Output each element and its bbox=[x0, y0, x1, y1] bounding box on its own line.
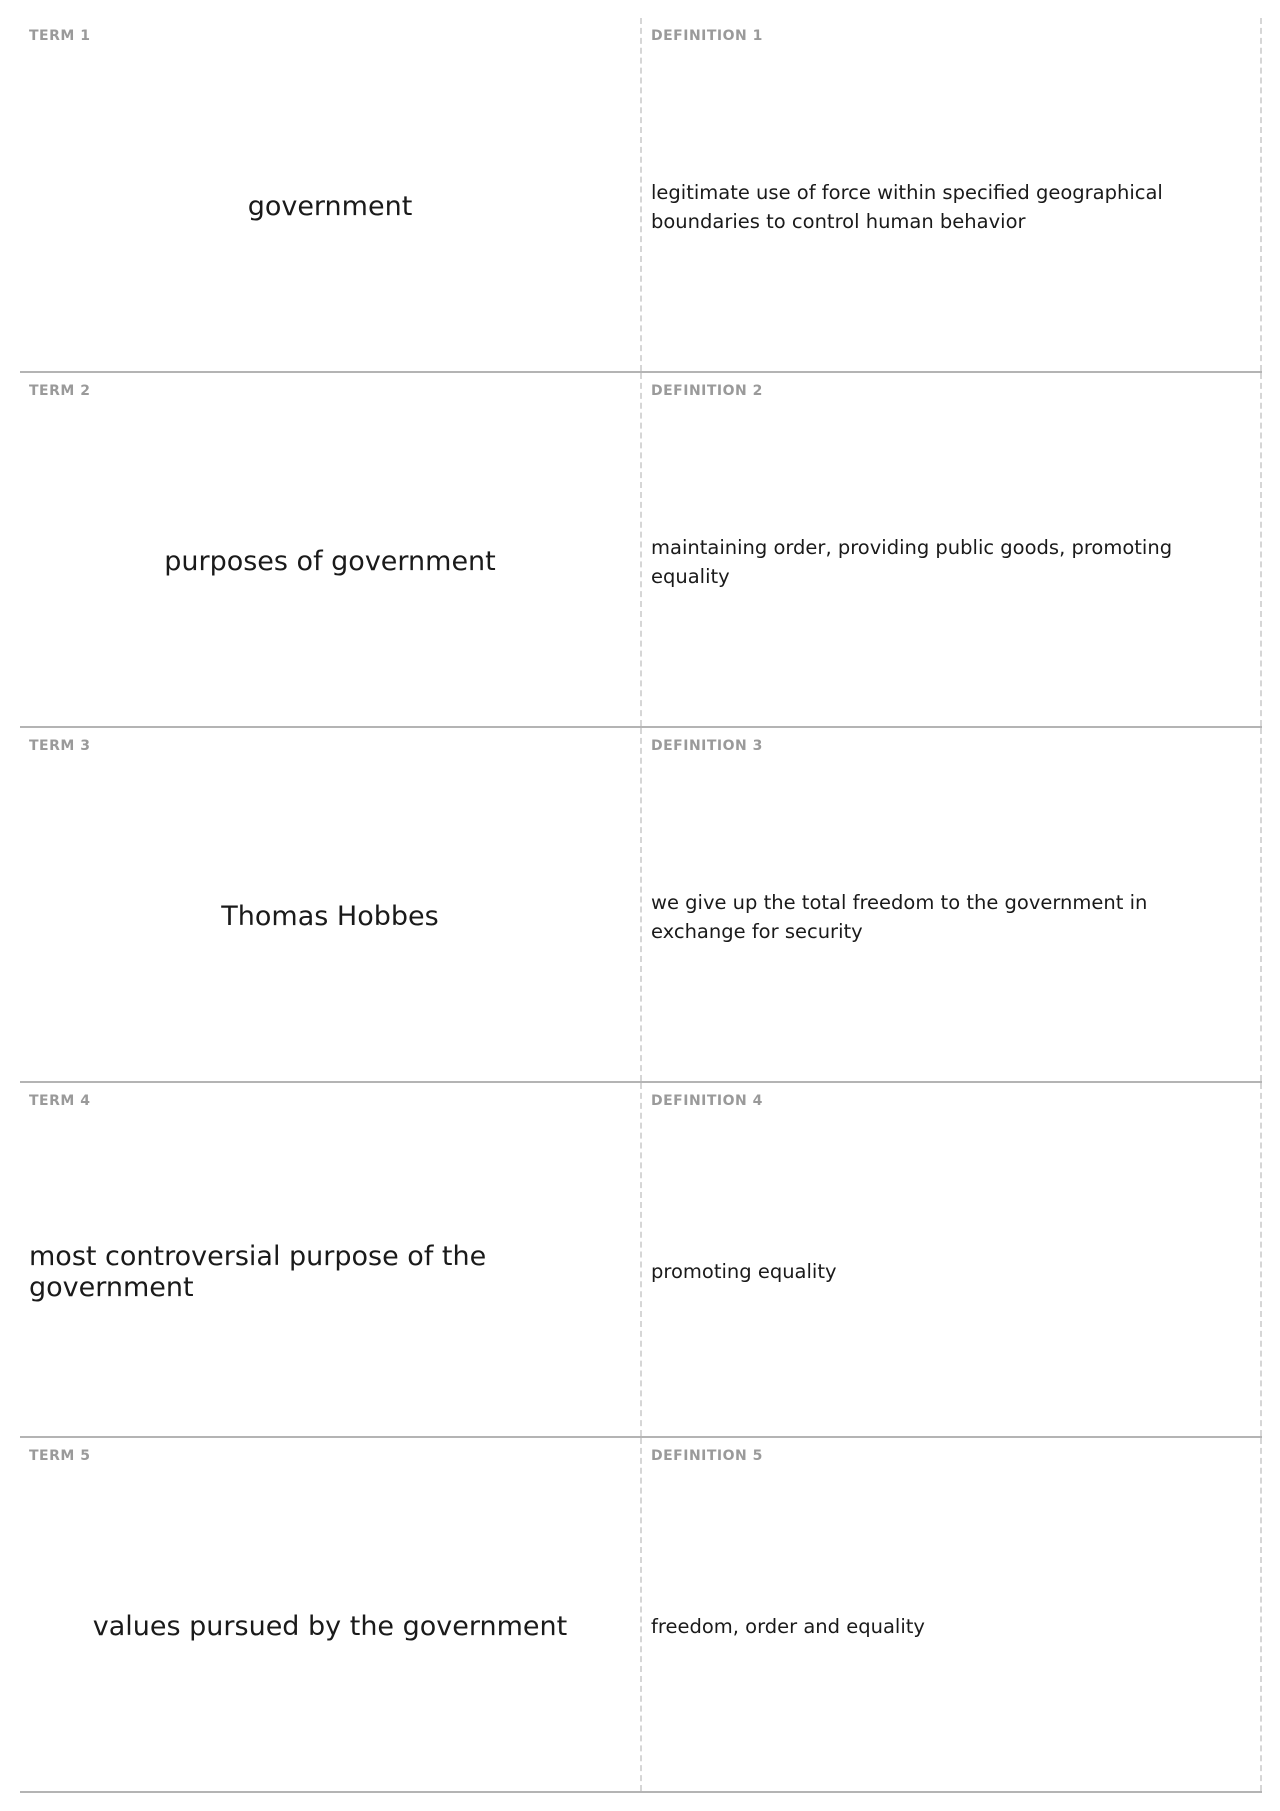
definition-cell-1 bbox=[642, 18, 1262, 371]
term-cell-5 bbox=[20, 1438, 642, 1791]
flashcard-row-4 bbox=[20, 1083, 1262, 1438]
term-label-3: TERM 3 bbox=[29, 738, 91, 754]
flashcard-row-1 bbox=[20, 18, 1262, 373]
definition-label-5: DEFINITION 5 bbox=[651, 1448, 763, 1464]
term-text-5: values pursued by the government bbox=[92, 1611, 568, 1642]
term-cell-4 bbox=[20, 1083, 642, 1436]
definition-text-3: we give up the total freedom to the government in exchange for security bbox=[651, 890, 1148, 943]
term-text-2: purposes of government bbox=[164, 546, 496, 577]
term-cell-2 bbox=[20, 373, 642, 726]
term-label-5: TERM 5 bbox=[29, 1448, 91, 1464]
flashcard-sheet bbox=[20, 18, 1262, 1793]
definition-cell-5 bbox=[642, 1438, 1262, 1791]
term-cell-1 bbox=[20, 18, 642, 371]
definition-label-3: DEFINITION 3 bbox=[651, 738, 763, 754]
definition-text-5: freedom, order and equality bbox=[651, 1615, 925, 1638]
term-text-3: Thomas Hobbes bbox=[221, 901, 439, 932]
term-label-1: TERM 1 bbox=[29, 28, 91, 44]
definition-cell-4 bbox=[642, 1083, 1262, 1436]
term-label-2: TERM 2 bbox=[29, 383, 91, 399]
definition-cell-2 bbox=[642, 373, 1262, 726]
term-text-1: government bbox=[247, 191, 413, 222]
definition-cell-3 bbox=[642, 728, 1262, 1081]
definition-text-4: promoting equality bbox=[651, 1260, 837, 1283]
definition-label-4: DEFINITION 4 bbox=[651, 1093, 763, 1109]
term-text-4: most controversial purpose of the government bbox=[29, 1240, 487, 1303]
flashcard-row-5 bbox=[20, 1438, 1262, 1793]
flashcard-row-2 bbox=[20, 373, 1262, 728]
definition-text-1: legitimate use of force within specified geographical boundaries to control human behavior bbox=[651, 180, 1163, 233]
definition-label-1: DEFINITION 1 bbox=[651, 28, 763, 44]
term-cell-3 bbox=[20, 728, 642, 1081]
definition-text-2: maintaining order, providing public goods, promoting equality bbox=[651, 535, 1173, 588]
definition-label-2: DEFINITION 2 bbox=[651, 383, 763, 399]
term-label-4: TERM 4 bbox=[29, 1093, 91, 1109]
flashcard-row-3 bbox=[20, 728, 1262, 1083]
